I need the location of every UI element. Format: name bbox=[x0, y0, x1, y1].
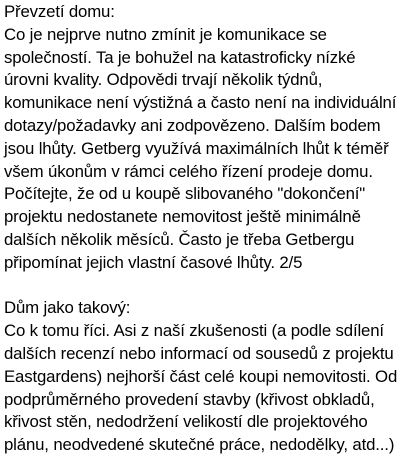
text-line: společností. Ta je bohužel na katastroficky nízké bbox=[4, 47, 356, 67]
text-line: připomínat jejich vlastní časové lhůty. 2/5 bbox=[4, 252, 303, 272]
text-line: Eastgardens) nejhorší část celé koupi nemovitosti. Od bbox=[4, 366, 398, 386]
section-heading-house-itself: Dům jako takový: bbox=[4, 298, 131, 318]
text-line: podprůměrného provedení stavby (křivost obkladů, bbox=[4, 389, 375, 409]
text-line: křivost stěn, nedodržení velikostí dle projektového bbox=[4, 412, 368, 432]
text-line: projektu nedostanete nemovitost ještě minimálně bbox=[4, 207, 361, 227]
text-line: dalších recenzí nebo informací od sousedů z projektu bbox=[4, 343, 394, 363]
text-line: všem úkonům v rámci celého řízení prodeje domu. bbox=[4, 161, 373, 181]
text-line: dotazy/požadavky ani zodpovězeno. Dalším bodem bbox=[4, 115, 381, 135]
section-heading-house-takeover: Převzetí domu: bbox=[4, 2, 115, 21]
text-line: úrovni kvality. Odpovědi trvají několik týdnů, bbox=[4, 70, 323, 90]
blank-line bbox=[4, 275, 396, 298]
text-line: komunikace není výstižná a často není na individuální bbox=[4, 93, 397, 113]
text-line: jsou lhůty. Getberg využívá maximálních lhůt k téměř bbox=[4, 138, 389, 158]
text-line: plánu, neodvedené skutečné práce, nedodělky, atd...) bbox=[4, 435, 395, 455]
text-line: Co k tomu říci. Asi z naší zkušenosti (a podle sdílení bbox=[4, 321, 384, 341]
text-line: Co je nejprve nutno zmínit je komunikace se bbox=[4, 24, 327, 44]
text-line: dalších několik měsíců. Často je třeba Getbergu bbox=[4, 229, 355, 249]
note-text-body[interactable] bbox=[4, 1, 396, 457]
text-line: Počítejte, že od u koupě slibovaného "dokončení" bbox=[4, 184, 366, 204]
